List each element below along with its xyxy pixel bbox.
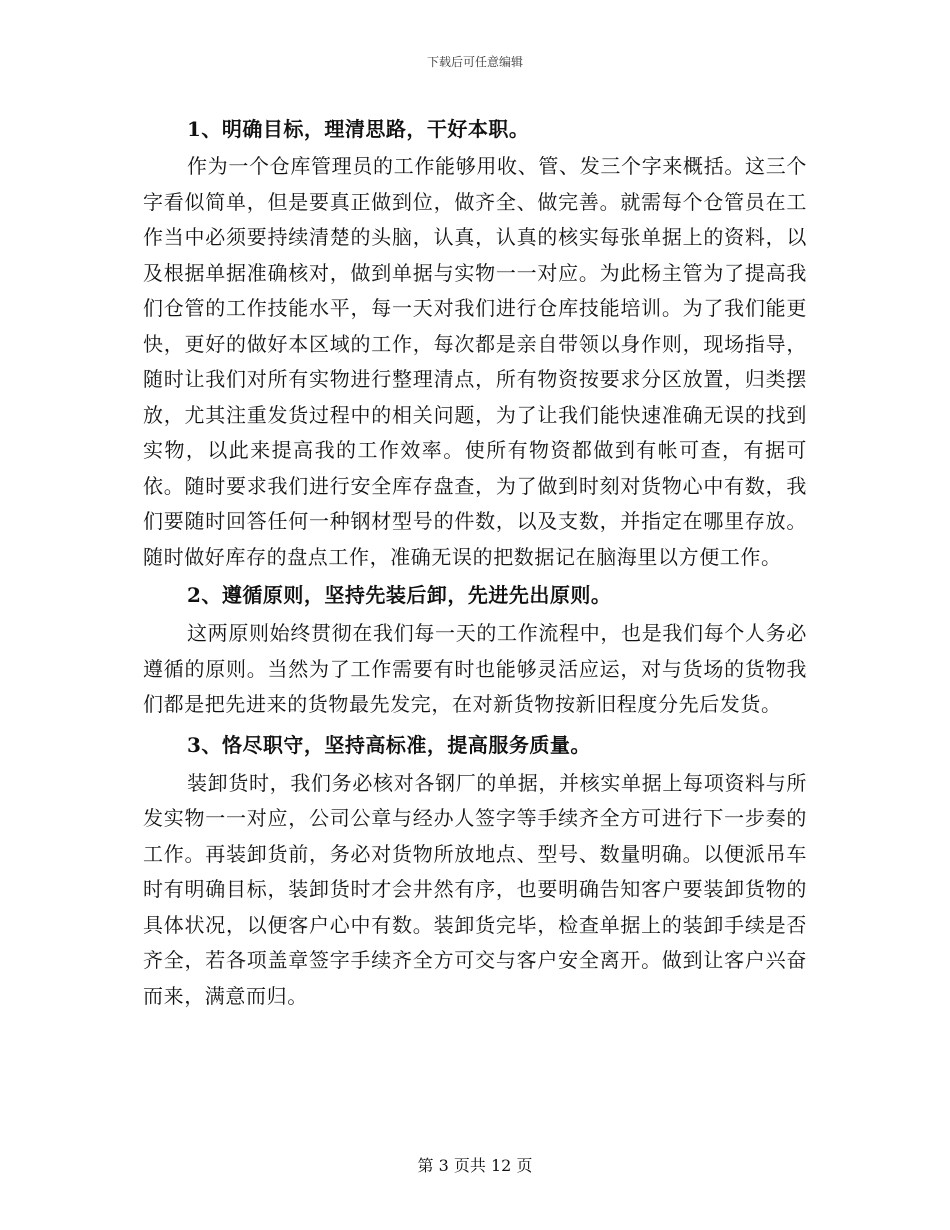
section-3 [143,728,807,1015]
section-heading: 2、遵循原则，坚持先装后卸，先进先出原则。 [187,583,612,607]
section-paragraph: 作为一个仓库管理员的工作能够用收、管、发三个字来概括。这三个字看似简单，但是要真正做到位，做齐全、做完善。就需每个仓管员在工作当中必须要持续清楚的头脑，认真，认真的核实每张单据上的资料，以及根据单据准确核对，做到单据与实物一一对应。为此杨主管为了提高我们仓管的工作技能水平，每一天对我们进行仓库技能培训。为了我们能更快，更好的做好本区域的工作，每次都是亲自带领以身作则，现场指导，随时让我们对所有实物进行整理清点，所有物资按要求分区放置，归类摆放，尤其注重发货过程中的相关问题，为了让我们能快速准确无误的找到实物，以此来提高我的工作效率。使所有物资都做到有帐可查，有据可依。随时要求我们进行安全库存盘查，为了做到时刻对货物心中有数，我们要随时回答任何一种钢材型号的件数，以及支数，并指定在哪里存放。随时做好库存的盘点工作，准确无误的把数据记在脑海里以方便工作。 [143,154,807,569]
page-number-footer: 第 3 页共 12 页 [417,1156,533,1175]
page-header-note: 下载后可任意编辑 [426,55,523,69]
section-heading: 3、恪尽职守，坚持高标准，提高服务质量。 [187,732,591,757]
section-1 [143,112,807,575]
section-paragraph: 这两原则始终贯彻在我们每一天的工作流程中，也是我们每个人务必遵循的原则。当然为了工作需要有时也能够灵活应运，对与货场的货物我们都是把先进来的货物最先发完，在对新货物按新旧程度分先后发货。 [143,621,807,716]
section-2 [143,578,807,723]
section-heading: 1、明确目标，理清思路，干好本职。 [187,117,530,141]
document-body [143,112,807,1014]
section-paragraph: 装卸货时，我们务必核对各钢厂的单据，并核实单据上每项资料与所发实物一一对应，公司公章与经办人签字等手续齐全方可进行下一步奏的工作。再装卸货前，务必对货物所放地点、型号、数量明确。以便派吊车时有明确目标，装卸货时才会井然有序，也要明确告知客户要装卸货物的具体状况，以便客户心中有数。装卸货完毕，检查单据上的装卸手续是否齐全，若各项盖章签字手续齐全方可交与客户安全离开。做到让客户兴奋而来，满意而归。 [143,770,807,1008]
